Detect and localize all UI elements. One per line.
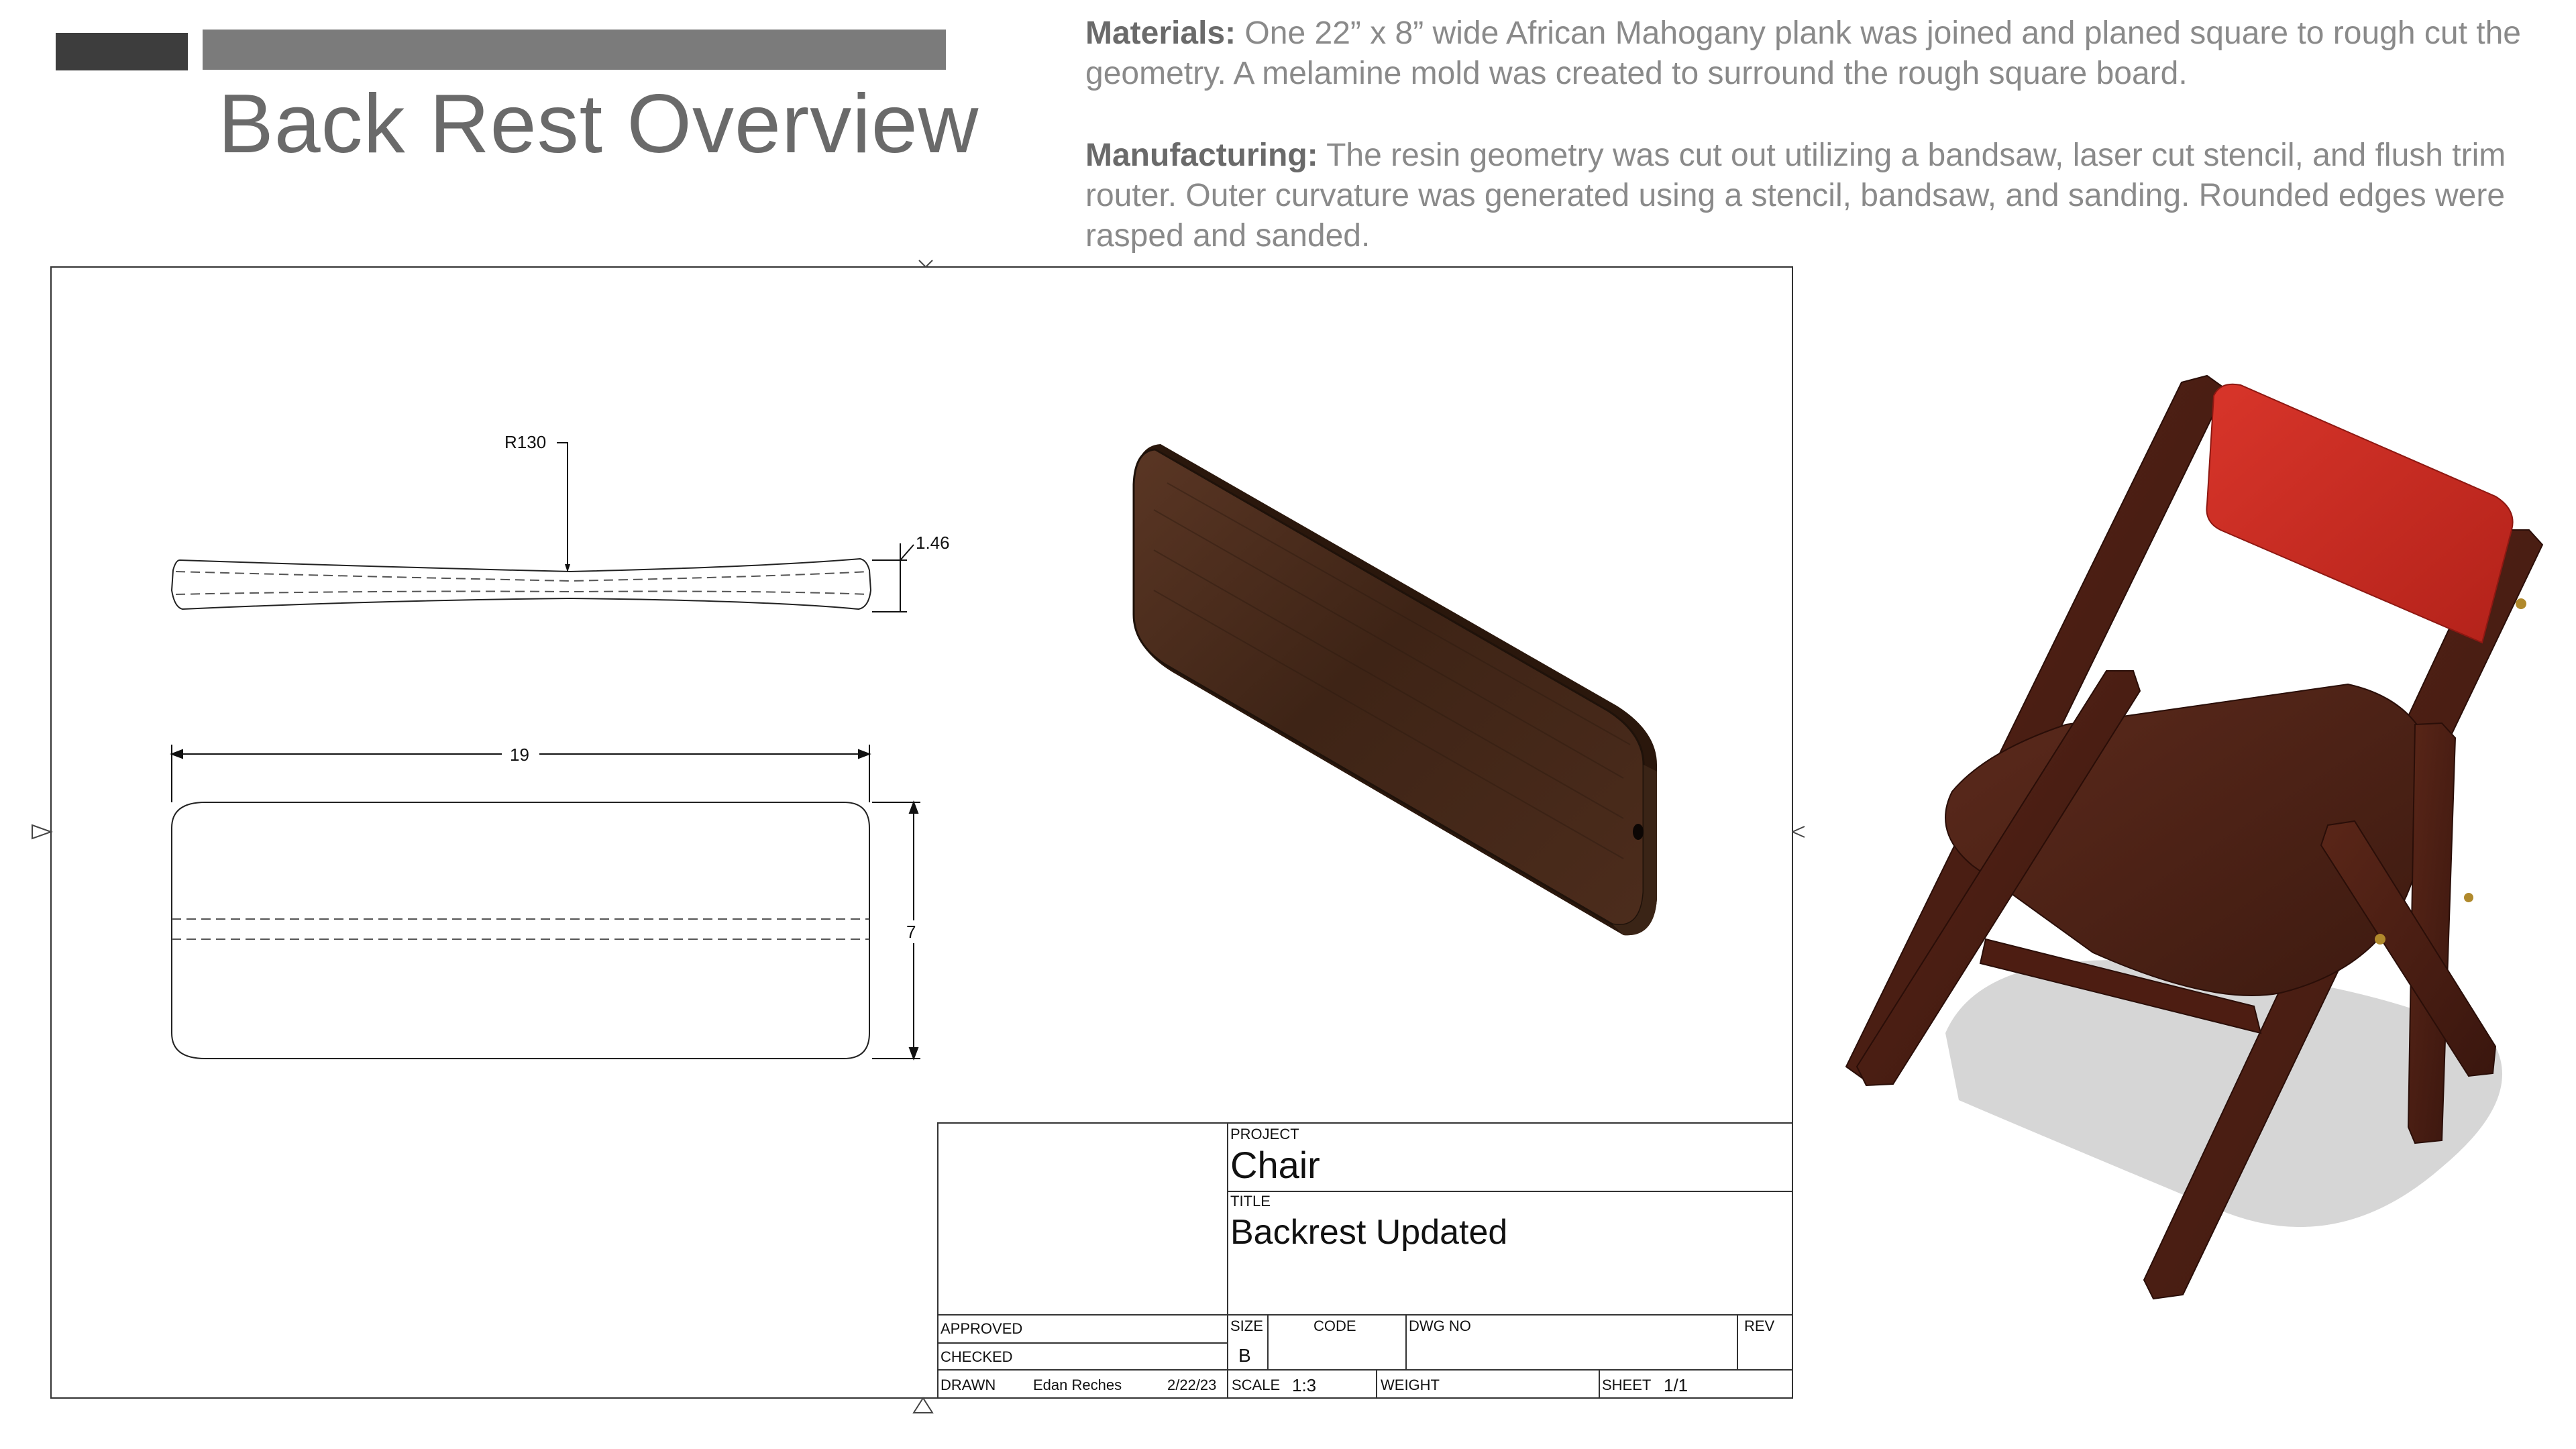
chair-backrest bbox=[2206, 384, 2512, 643]
slide-title: Back Rest Overview bbox=[218, 78, 979, 170]
materials-text: One 22” x 8” wide African Mahogany plank was joined and planed square to rough cut the geometry. A melamine mold was created to surround the rough square board. bbox=[1085, 15, 2521, 91]
scale-label: SCALE bbox=[1232, 1377, 1281, 1393]
manufacturing-label: Manufacturing: bbox=[1085, 138, 1318, 173]
sheet-value: 1/1 bbox=[1664, 1375, 1688, 1395]
backrest-isometric-render bbox=[1134, 444, 1657, 935]
code-label: CODE bbox=[1313, 1318, 1356, 1334]
backrest-front-view bbox=[172, 802, 869, 1059]
scale-value: 1:3 bbox=[1292, 1375, 1317, 1395]
dwg-no-label: DWG NO bbox=[1409, 1318, 1471, 1334]
rev-label: REV bbox=[1744, 1318, 1775, 1334]
title-label: TITLE bbox=[1230, 1193, 1271, 1210]
checked-label: CHECKED bbox=[941, 1348, 1013, 1365]
bolt-icon bbox=[2464, 893, 2473, 902]
size-label: SIZE bbox=[1230, 1318, 1263, 1334]
drawn-by: Edan Reches bbox=[1033, 1377, 1122, 1393]
bolt-icon bbox=[2516, 598, 2526, 609]
drawn-label: DRAWN bbox=[941, 1377, 996, 1393]
height-dimension bbox=[872, 802, 924, 1059]
manufacturing-text: The resin geometry was cut out utilizing a bandsaw, laser cut stencil, and flush trim router. Outer curvature was generated using a stencil, bandsaw, and sanding. Rounded edges were rasped and sanded. bbox=[1085, 138, 2506, 254]
approved-label: APPROVED bbox=[941, 1320, 1023, 1337]
title-value: Backrest Updated bbox=[1230, 1213, 1508, 1252]
bolt-icon bbox=[2375, 934, 2385, 945]
dowel-hole-icon bbox=[1633, 824, 1644, 840]
project-value: Chair bbox=[1230, 1144, 1320, 1186]
title-block bbox=[938, 1123, 1792, 1398]
thickness-dimension bbox=[872, 533, 950, 612]
size-value: B bbox=[1238, 1345, 1251, 1366]
width-dimension bbox=[172, 743, 869, 802]
radius-dimension-label: R130 bbox=[504, 432, 547, 452]
materials-label: Materials: bbox=[1085, 15, 1236, 51]
width-dimension-label: 19 bbox=[510, 745, 529, 765]
sheet-label: SHEET bbox=[1602, 1377, 1652, 1393]
thickness-dimension-label: 1.46 bbox=[916, 533, 950, 553]
title-block-text bbox=[941, 1126, 1775, 1395]
radius-dimension bbox=[504, 432, 568, 572]
weight-label: WEIGHT bbox=[1381, 1377, 1440, 1393]
chair-render bbox=[1846, 376, 2542, 1299]
height-dimension-label: 7 bbox=[906, 922, 916, 942]
project-label: PROJECT bbox=[1230, 1126, 1299, 1142]
drawn-date: 2/22/23 bbox=[1167, 1377, 1217, 1393]
backrest-top-view bbox=[172, 559, 871, 609]
